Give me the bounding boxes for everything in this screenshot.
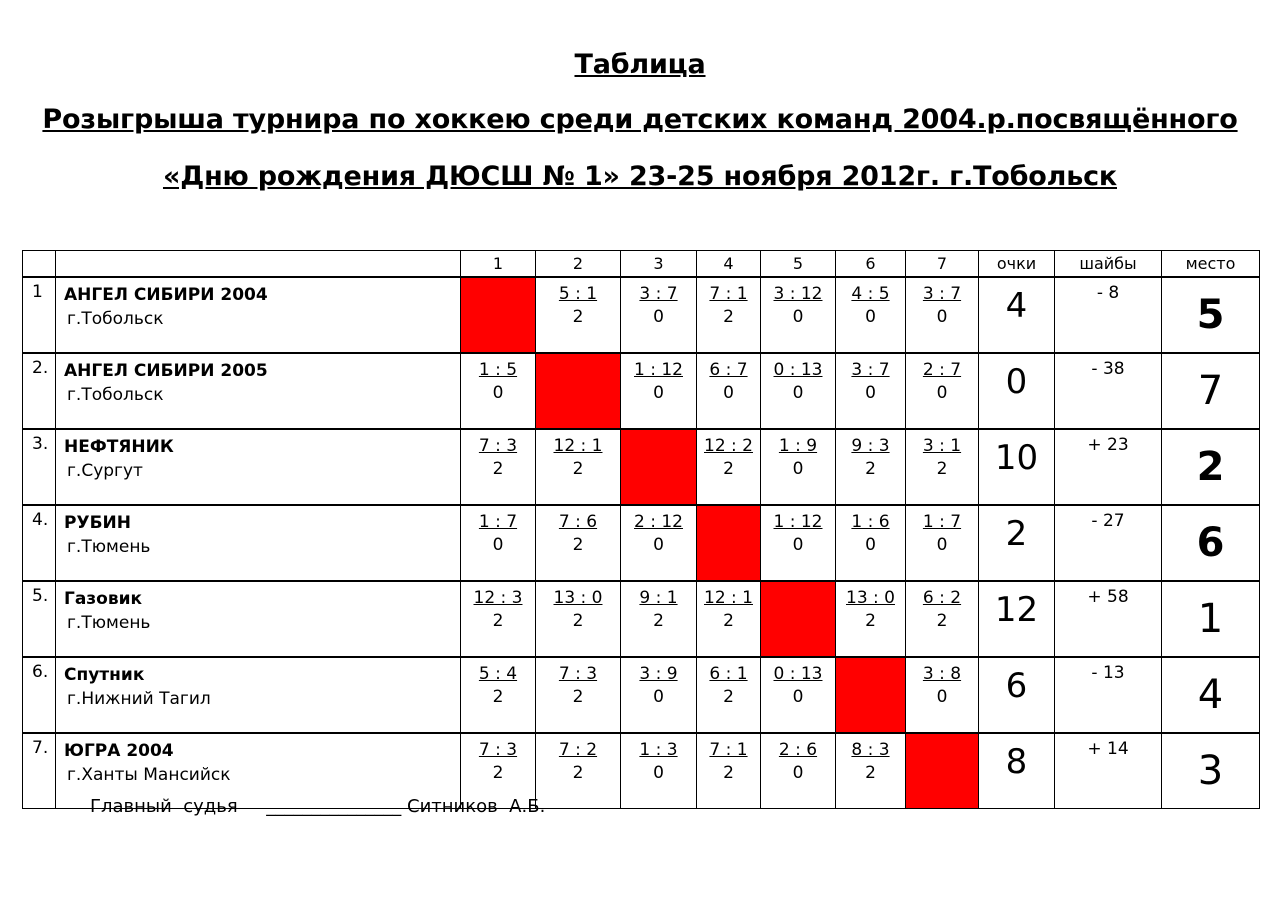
match-points: 0 bbox=[492, 383, 504, 403]
total-points: 10 bbox=[979, 429, 1055, 505]
team-name: Спутник bbox=[64, 665, 145, 685]
total-points: 6 bbox=[979, 657, 1055, 733]
match-score: 3 : 1 bbox=[922, 436, 962, 456]
match-points: 2 bbox=[572, 307, 584, 327]
match-score: 3 : 12 bbox=[773, 284, 823, 304]
match-points: 0 bbox=[936, 307, 948, 327]
match-result-cell bbox=[761, 277, 836, 353]
match-result-cell bbox=[536, 657, 621, 733]
header-place: место bbox=[1162, 251, 1260, 278]
match-result-cell bbox=[461, 353, 536, 429]
match-points: 2 bbox=[865, 459, 876, 479]
match-score: 3 : 8 bbox=[922, 664, 962, 684]
match-points: 0 bbox=[792, 307, 804, 327]
match-points: 2 bbox=[653, 611, 664, 631]
team-cell bbox=[56, 429, 461, 505]
match-points: 2 bbox=[723, 459, 734, 479]
team-city: г.Тюмень bbox=[67, 537, 151, 557]
team-city: г.Тобольск bbox=[67, 385, 164, 405]
match-result-cell bbox=[836, 277, 906, 353]
page-subtitle-event: «Дню рождения ДЮСШ № 1» 23-25 ноября 2012г. г.Тобольск bbox=[162, 161, 1117, 192]
match-result-cell bbox=[761, 429, 836, 505]
final-place: 2 bbox=[1162, 429, 1260, 505]
total-points: 12 bbox=[979, 581, 1055, 657]
match-points: 0 bbox=[936, 383, 948, 403]
match-points: 0 bbox=[653, 763, 664, 783]
match-result-cell bbox=[761, 505, 836, 581]
match-result-cell bbox=[836, 505, 906, 581]
match-score: 6 : 7 bbox=[709, 360, 748, 380]
match-result-cell bbox=[697, 353, 761, 429]
match-score: 12 : 2 bbox=[704, 436, 753, 456]
goal-difference: - 8 bbox=[1055, 277, 1162, 353]
match-result-cell bbox=[697, 733, 761, 809]
match-points: 2 bbox=[572, 687, 584, 707]
team-name: АНГЕЛ СИБИРИ 2005 bbox=[64, 361, 268, 381]
match-result-cell bbox=[621, 657, 697, 733]
match-score: 7 : 1 bbox=[709, 284, 748, 304]
match-score: 3 : 7 bbox=[639, 284, 678, 304]
row-number: 5. bbox=[23, 581, 56, 657]
header-team-cell bbox=[56, 251, 461, 278]
team-city: г.Тобольск bbox=[67, 309, 164, 329]
goal-difference: + 23 bbox=[1055, 429, 1162, 505]
match-points: 2 bbox=[572, 535, 584, 555]
final-place: 3 bbox=[1162, 733, 1260, 809]
match-result-cell bbox=[621, 581, 697, 657]
header-col-2: 2 bbox=[536, 251, 621, 278]
match-result-cell bbox=[621, 277, 697, 353]
goal-difference: + 14 bbox=[1055, 733, 1162, 809]
match-score: 3 : 7 bbox=[922, 284, 962, 304]
header-col-1: 1 bbox=[461, 251, 536, 278]
match-result-cell bbox=[461, 429, 536, 505]
match-score: 1 : 7 bbox=[478, 512, 518, 532]
table-row bbox=[23, 505, 1260, 581]
signature-line: _______________ bbox=[266, 796, 402, 817]
team-city: г.Тюмень bbox=[67, 613, 151, 633]
team-city: г.Ханты Мансийск bbox=[67, 765, 231, 785]
match-score: 7 : 3 bbox=[478, 740, 518, 760]
match-result-cell bbox=[836, 733, 906, 809]
team-name: ЮГРА 2004 bbox=[64, 741, 174, 761]
goal-difference: - 27 bbox=[1055, 505, 1162, 581]
team-cell bbox=[56, 581, 461, 657]
match-points: 2 bbox=[865, 763, 876, 783]
match-score: 1 : 12 bbox=[634, 360, 683, 380]
final-place: 7 bbox=[1162, 353, 1260, 429]
match-result-cell bbox=[621, 505, 697, 581]
match-score: 13 : 0 bbox=[553, 588, 603, 608]
match-result-cell bbox=[697, 277, 761, 353]
match-points: 0 bbox=[792, 687, 804, 707]
match-result-cell bbox=[536, 429, 621, 505]
standings-table bbox=[22, 250, 1260, 809]
match-points: 2 bbox=[492, 611, 504, 631]
match-points: 2 bbox=[492, 459, 504, 479]
match-result-cell bbox=[906, 429, 979, 505]
header-col-6: 6 bbox=[836, 251, 906, 278]
match-result-cell bbox=[906, 277, 979, 353]
match-result-cell bbox=[621, 733, 697, 809]
table-row bbox=[23, 657, 1260, 733]
match-result-cell bbox=[836, 581, 906, 657]
row-number: 2. bbox=[23, 353, 56, 429]
match-points: 0 bbox=[792, 535, 804, 555]
diagonal-cell bbox=[536, 353, 621, 429]
match-score: 1 : 3 bbox=[639, 740, 678, 760]
match-score: 0 : 13 bbox=[773, 664, 823, 684]
match-score: 1 : 12 bbox=[773, 512, 823, 532]
match-points: 0 bbox=[865, 307, 876, 327]
page-title: Таблица bbox=[574, 49, 706, 80]
match-score: 3 : 7 bbox=[851, 360, 890, 380]
team-name: АНГЕЛ СИБИРИ 2004 bbox=[64, 285, 268, 305]
match-points: 0 bbox=[653, 307, 664, 327]
match-points: 0 bbox=[792, 459, 804, 479]
match-score: 1 : 9 bbox=[778, 436, 818, 456]
total-points: 4 bbox=[979, 277, 1055, 353]
match-score: 7 : 1 bbox=[709, 740, 748, 760]
match-points: 0 bbox=[792, 383, 804, 403]
header-col-7: 7 bbox=[906, 251, 979, 278]
match-result-cell bbox=[536, 581, 621, 657]
match-score: 2 : 7 bbox=[922, 360, 962, 380]
header-points: очки bbox=[979, 251, 1055, 278]
match-points: 2 bbox=[492, 687, 504, 707]
row-number: 4. bbox=[23, 505, 56, 581]
match-score: 2 : 6 bbox=[778, 740, 818, 760]
header-col-3: 3 bbox=[621, 251, 697, 278]
goal-difference: + 58 bbox=[1055, 581, 1162, 657]
row-number: 7. bbox=[23, 733, 56, 809]
match-points: 0 bbox=[653, 383, 664, 403]
team-name: НЕФТЯНИК bbox=[64, 437, 174, 457]
final-place: 4 bbox=[1162, 657, 1260, 733]
final-place: 6 bbox=[1162, 505, 1260, 581]
match-points: 2 bbox=[723, 687, 734, 707]
table-row bbox=[23, 429, 1260, 505]
match-result-cell bbox=[906, 505, 979, 581]
match-points: 2 bbox=[492, 763, 504, 783]
match-points: 2 bbox=[572, 763, 584, 783]
match-score: 0 : 13 bbox=[773, 360, 823, 380]
diagonal-cell bbox=[906, 733, 979, 809]
match-score: 7 : 2 bbox=[558, 740, 598, 760]
header-col-5: 5 bbox=[761, 251, 836, 278]
goal-difference: - 38 bbox=[1055, 353, 1162, 429]
table-row bbox=[23, 353, 1260, 429]
match-score: 9 : 1 bbox=[639, 588, 678, 608]
match-score: 2 : 12 bbox=[634, 512, 683, 532]
match-points: 2 bbox=[723, 611, 734, 631]
header-pucks: шайбы bbox=[1055, 251, 1162, 278]
match-score: 12 : 3 bbox=[473, 588, 523, 608]
match-result-cell bbox=[761, 353, 836, 429]
match-score: 7 : 3 bbox=[558, 664, 598, 684]
match-result-cell bbox=[761, 657, 836, 733]
match-score: 12 : 1 bbox=[553, 436, 603, 456]
match-result-cell bbox=[536, 733, 621, 809]
match-score: 7 : 6 bbox=[558, 512, 598, 532]
match-result-cell bbox=[906, 353, 979, 429]
match-result-cell bbox=[461, 657, 536, 733]
match-result-cell bbox=[836, 353, 906, 429]
match-score: 9 : 3 bbox=[851, 436, 890, 456]
match-score: 13 : 0 bbox=[846, 588, 895, 608]
match-points: 0 bbox=[936, 687, 948, 707]
table-row bbox=[23, 277, 1260, 353]
match-result-cell bbox=[836, 429, 906, 505]
match-points: 2 bbox=[865, 611, 876, 631]
match-score: 6 : 1 bbox=[709, 664, 748, 684]
team-name: РУБИН bbox=[64, 513, 131, 533]
table-row bbox=[23, 581, 1260, 657]
header-col-4: 4 bbox=[697, 251, 761, 278]
team-city: г.Сургут bbox=[67, 461, 143, 481]
match-result-cell bbox=[536, 277, 621, 353]
diagonal-cell bbox=[461, 277, 536, 353]
match-points: 0 bbox=[723, 383, 734, 403]
team-city: г.Нижний Тагил bbox=[67, 689, 211, 709]
match-score: 4 : 5 bbox=[851, 284, 890, 304]
final-place: 5 bbox=[1162, 277, 1260, 353]
match-points: 2 bbox=[936, 611, 948, 631]
diagonal-cell bbox=[697, 505, 761, 581]
match-points: 2 bbox=[723, 307, 734, 327]
final-place: 1 bbox=[1162, 581, 1260, 657]
referee-name: Ситников А.Б. bbox=[407, 796, 546, 817]
table-header-row bbox=[23, 251, 1260, 278]
match-result-cell bbox=[906, 657, 979, 733]
row-number: 1 bbox=[23, 277, 56, 353]
referee-label: Главный судья bbox=[90, 796, 238, 817]
total-points: 2 bbox=[979, 505, 1055, 581]
match-result-cell bbox=[621, 353, 697, 429]
team-name: Газовик bbox=[64, 589, 143, 609]
match-result-cell bbox=[461, 581, 536, 657]
match-result-cell bbox=[461, 505, 536, 581]
match-score: 1 : 7 bbox=[922, 512, 962, 532]
row-number: 6. bbox=[23, 657, 56, 733]
diagonal-cell bbox=[836, 657, 906, 733]
match-score: 5 : 1 bbox=[558, 284, 598, 304]
match-result-cell bbox=[536, 505, 621, 581]
team-cell bbox=[56, 657, 461, 733]
match-result-cell bbox=[761, 733, 836, 809]
page-subtitle: Розыгрыша турнира по хоккею среди детских команд 2004.р.посвящённого bbox=[42, 104, 1238, 135]
header-num-cell bbox=[23, 251, 56, 278]
match-points: 2 bbox=[936, 459, 948, 479]
team-cell bbox=[56, 353, 461, 429]
match-points: 0 bbox=[865, 535, 876, 555]
match-points: 2 bbox=[572, 611, 584, 631]
match-points: 0 bbox=[653, 687, 664, 707]
match-result-cell bbox=[697, 581, 761, 657]
total-points: 8 bbox=[979, 733, 1055, 809]
match-result-cell bbox=[697, 657, 761, 733]
goal-difference: - 13 bbox=[1055, 657, 1162, 733]
diagonal-cell bbox=[761, 581, 836, 657]
match-points: 0 bbox=[936, 535, 948, 555]
match-points: 2 bbox=[572, 459, 584, 479]
match-points: 0 bbox=[865, 383, 876, 403]
footer-signature bbox=[90, 796, 545, 817]
match-score: 5 : 4 bbox=[478, 664, 518, 684]
match-score: 12 : 1 bbox=[704, 588, 753, 608]
diagonal-cell bbox=[621, 429, 697, 505]
team-cell bbox=[56, 505, 461, 581]
match-points: 0 bbox=[792, 763, 804, 783]
match-result-cell bbox=[906, 581, 979, 657]
team-cell bbox=[56, 277, 461, 353]
match-score: 7 : 3 bbox=[478, 436, 518, 456]
match-score: 3 : 9 bbox=[639, 664, 678, 684]
match-score: 8 : 3 bbox=[851, 740, 890, 760]
match-points: 0 bbox=[653, 535, 664, 555]
match-points: 0 bbox=[492, 535, 504, 555]
match-result-cell bbox=[697, 429, 761, 505]
match-score: 6 : 2 bbox=[922, 588, 962, 608]
match-score: 1 : 5 bbox=[478, 360, 518, 380]
row-number: 3. bbox=[23, 429, 56, 505]
match-points: 2 bbox=[723, 763, 734, 783]
match-score: 1 : 6 bbox=[851, 512, 890, 532]
total-points: 0 bbox=[979, 353, 1055, 429]
